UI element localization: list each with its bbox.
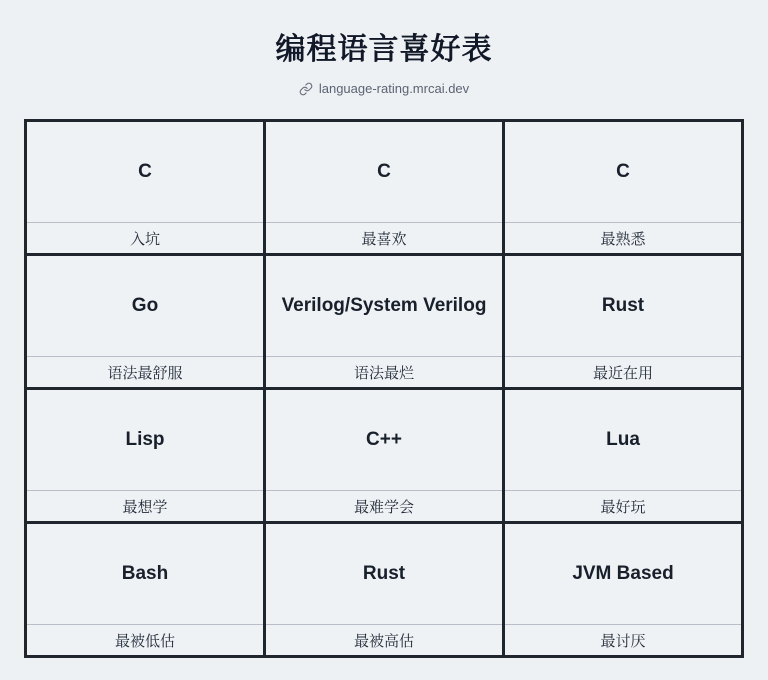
language-name: Go (131, 295, 159, 316)
language-label: 语法最烂 (266, 356, 502, 387)
site-link-label: language-rating.mrcai.dev (318, 81, 470, 96)
language-name: Bash (121, 563, 169, 584)
table-cell (27, 524, 263, 655)
language-label: 最被低估 (27, 624, 263, 655)
language-name: Lisp (125, 429, 165, 450)
site-link[interactable] (0, 81, 768, 96)
page-header (0, 0, 768, 96)
language-label: 最讨厌 (505, 624, 741, 655)
table-cell (505, 390, 741, 521)
language-name: C++ (366, 429, 402, 450)
language-name: C (616, 161, 630, 182)
page-title: 编程语言喜好表 (275, 33, 493, 66)
table-cell (266, 390, 502, 521)
table-cell (27, 390, 263, 521)
language-name: JVM Based (572, 563, 674, 584)
table-cell (266, 122, 502, 253)
language-label: 语法最舒服 (27, 356, 263, 387)
language-table (24, 119, 744, 658)
table-cell (505, 524, 741, 655)
table-cell (266, 256, 502, 387)
language-name: Lua (606, 429, 640, 450)
table-cell (27, 122, 263, 253)
language-label: 最好玩 (505, 490, 741, 521)
language-label: 最近在用 (505, 356, 741, 387)
table-cell (505, 256, 741, 387)
language-label: 入坑 (27, 222, 263, 253)
language-label: 最熟悉 (505, 222, 741, 253)
table-cell (505, 122, 741, 253)
table-cell (266, 524, 502, 655)
language-label: 最喜欢 (266, 222, 502, 253)
language-label: 最被高估 (266, 624, 502, 655)
link-chain-icon (299, 82, 313, 96)
language-name: Rust (601, 295, 645, 316)
language-label: 最难学会 (266, 490, 502, 521)
language-name: Rust (362, 563, 406, 584)
language-name: C (377, 161, 391, 182)
table-cell (27, 256, 263, 387)
language-label: 最想学 (27, 490, 263, 521)
language-name: Verilog/System Verilog (281, 295, 487, 316)
language-name: C (138, 161, 152, 182)
